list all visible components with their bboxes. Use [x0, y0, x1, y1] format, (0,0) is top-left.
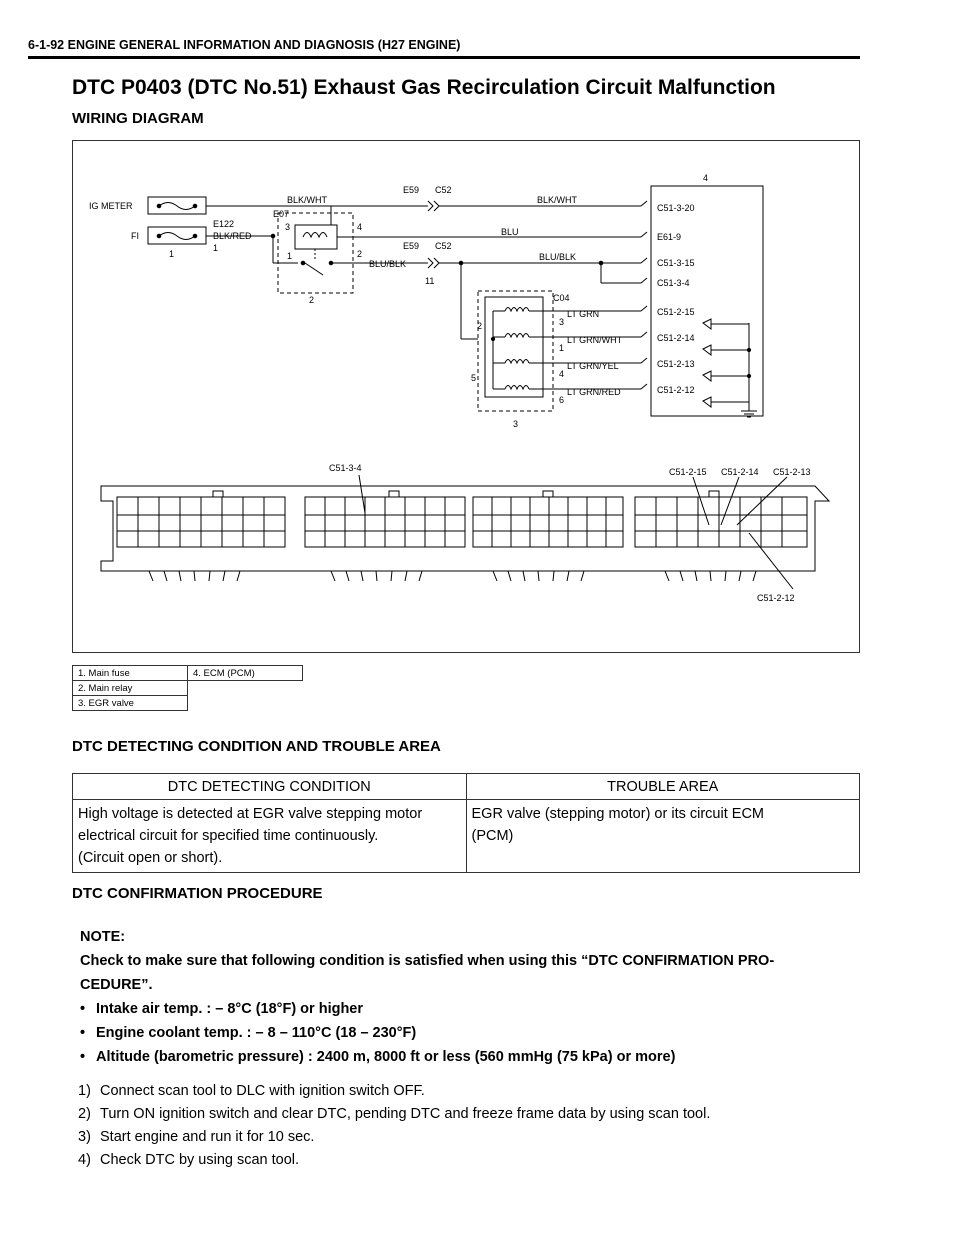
label-e122: E122 [213, 219, 235, 229]
leader-c51-2-12 [749, 533, 793, 589]
legend-cell: 1. Main fuse [73, 666, 188, 681]
connector-block-1 [117, 491, 285, 547]
trouble-line: (PCM) [471, 828, 514, 844]
wire-blk-wht-2: BLK/WHT [537, 195, 578, 205]
callout-4: 4 [703, 173, 709, 183]
wire-blu-blk-2: BLU/BLK [539, 252, 577, 262]
label-c52-mid: C52 [435, 241, 452, 251]
valve-pin-6: 6 [559, 395, 565, 405]
ecm-pin-2: C51-3-15 [657, 258, 695, 268]
callout-3: 3 [513, 419, 519, 429]
legend-row [73, 696, 303, 711]
condition-cell [73, 800, 467, 873]
step-number: 3) [78, 1129, 91, 1145]
valve-pin-5: 5 [471, 373, 477, 383]
legend-cell: 2. Main relay [73, 681, 188, 696]
connector-e59-c52-top [428, 201, 439, 211]
relay-switch-icon [305, 263, 323, 275]
ecm-pin-4: C51-2-15 [657, 307, 695, 317]
wire-lt-grn-wht: LT GRN/WHT [567, 335, 623, 345]
valve-pin-3: 3 [559, 317, 565, 327]
leader-c51-2-15 [693, 477, 709, 525]
note-line: CEDURE”. [80, 977, 153, 993]
trouble-line: EGR valve (stepping motor) or its circuit ECM [471, 806, 764, 822]
valve-pin-2: 2 [477, 321, 483, 331]
header-rule [28, 56, 860, 59]
step-number: 2) [78, 1106, 91, 1122]
label-e59-mid: E59 [403, 241, 420, 251]
label-e59-top: E59 [403, 185, 420, 195]
trouble-area-cell [466, 800, 860, 873]
pin-1b: 1 [287, 251, 293, 261]
leader-c51-2-14 [721, 477, 739, 525]
legend-cell: 4. ECM (PCM) [188, 666, 303, 681]
condition-line: (Circuit open or short). [78, 850, 223, 866]
note-bullet-text: Altitude (barometric pressure) : 2400 m, 8000 ft or less (560 mmHg (75 kPa) or more) [96, 1049, 676, 1065]
label-c52-top: C52 [435, 185, 452, 195]
conn-label-c51-2-15: C51-2-15 [669, 467, 707, 477]
bullet-icon: • [80, 1049, 86, 1065]
bullet-icon: • [80, 1001, 86, 1017]
wiring-heading: WIRING DIAGRAM [72, 110, 204, 127]
egr-coil-4-icon [505, 386, 529, 390]
step-number: 4) [78, 1152, 91, 1168]
step-text: Connect scan tool to DLC with ignition switch OFF. [100, 1083, 425, 1099]
ecm-driver-transistors [703, 319, 751, 407]
wiring-diagram-svg [73, 141, 860, 653]
wire-lt-grn: LT GRN [567, 309, 600, 319]
wiring-diagram [72, 140, 860, 653]
page-title: DTC P0403 (DTC No.51) Exhaust Gas Recirculation Circuit Malfunction [72, 76, 776, 99]
legend-cell: 3. EGR valve [73, 696, 188, 711]
condition-table-header [73, 774, 860, 800]
ecm-pin-5: C51-2-14 [657, 333, 695, 343]
label-fi: FI [131, 231, 139, 241]
list-item [78, 1080, 710, 1103]
wire-blk-wht-1: BLK/WHT [287, 195, 328, 205]
condition-line: electrical circuit for specified time continuously. [78, 828, 379, 844]
note-line: Check to make sure that following condition is satisfied when using this “DTC CONFIRMATION PRO- [80, 953, 775, 969]
condition-line: High voltage is detected at EGR valve stepping motor [78, 806, 423, 822]
step-text: Check DTC by using scan tool. [100, 1152, 300, 1168]
conn-label-c51-2-13: C51-2-13 [773, 467, 811, 477]
procedure-steps [78, 1080, 710, 1172]
bullet-icon: • [80, 1025, 86, 1041]
callout-1: 1 [169, 249, 175, 259]
column-header-condition: DTC DETECTING CONDITION [73, 774, 467, 800]
ecm-pin-7: C51-2-12 [657, 385, 695, 395]
egr-coil-1-icon [505, 308, 529, 312]
fi-fuse-element-icon [159, 233, 195, 240]
egr-coil-3-icon [505, 360, 529, 364]
pin-1a: 1 [213, 243, 219, 253]
confirmation-heading: DTC CONFIRMATION PROCEDURE [72, 885, 323, 902]
pin-4: 4 [357, 222, 363, 232]
column-header-trouble-area: TROUBLE AREA [466, 774, 860, 800]
table-row [73, 800, 860, 873]
header-text: 6-1-92 ENGINE GENERAL INFORMATION AND DIAGNOSIS (H27 ENGINE) [28, 38, 461, 52]
pin-11: 11 [425, 276, 435, 286]
leader-c51-2-13 [737, 477, 787, 525]
note-bullet [80, 1021, 858, 1045]
pin-2: 2 [357, 249, 363, 259]
callout-2: 2 [309, 295, 315, 305]
step-number: 1) [78, 1083, 91, 1099]
ecm-pin-1: E61-9 [657, 232, 682, 242]
legend-row [73, 681, 303, 696]
egr-coil-2-icon [505, 334, 529, 338]
step-text: Start engine and run it for 10 sec. [100, 1129, 315, 1145]
connector-block-3 [473, 491, 623, 547]
list-item [78, 1103, 710, 1126]
label-ig-meter: IG METER [89, 201, 133, 211]
leader-c51-3-4 [359, 475, 365, 513]
note-bullet-text: Engine coolant temp. : – 8 – 110°C (18 – 230°F) [96, 1025, 417, 1041]
connector-e59-c52-mid [428, 258, 439, 268]
valve-pin-4: 4 [559, 369, 565, 379]
conn-label-c51-3-4: C51-3-4 [329, 463, 362, 473]
conn-label-c51-2-12: C51-2-12 [757, 593, 795, 603]
wire-lt-grn-yel: LT GRN/YEL [567, 361, 619, 371]
wire-blk-red: BLK/RED [213, 231, 252, 241]
legend-cell-empty [188, 681, 303, 696]
legend-table [72, 665, 303, 711]
note-bullet [80, 1045, 858, 1069]
pin-3: 3 [285, 222, 291, 232]
condition-table [72, 773, 860, 873]
wire-blu-blk-1: BLU/BLK [369, 259, 407, 269]
conn-label-c51-2-14: C51-2-14 [721, 467, 759, 477]
ecm-box [651, 186, 763, 416]
note-bullet [80, 997, 858, 1021]
ecm-pin-6: C51-2-13 [657, 359, 695, 369]
connector-block-4 [635, 491, 807, 547]
note-label: NOTE: [80, 929, 126, 945]
note-bullet-text: Intake air temp. : – 8°C (18°F) or higher [96, 1001, 364, 1017]
ecm-connector-face [101, 475, 829, 589]
wire-blu: BLU [501, 227, 519, 237]
step-text: Turn ON ignition switch and clear DTC, pending DTC and freeze frame data by using scan tool. [100, 1106, 711, 1122]
ecm-pin-3: C51-3-4 [657, 278, 690, 288]
label-c04: C04 [553, 293, 570, 303]
list-item [78, 1126, 710, 1149]
legend-row [73, 666, 303, 681]
label-e07: E07 [273, 209, 290, 219]
legend-cell-empty [188, 696, 303, 711]
note-box [80, 925, 858, 1069]
ecm-pin-0: C51-3-20 [657, 203, 695, 213]
connector-block-2 [305, 491, 465, 547]
wire-lt-grn-red: LT GRN/RED [567, 387, 621, 397]
valve-pin-1: 1 [559, 343, 565, 353]
ig-meter-fuse-element-icon [159, 203, 195, 210]
relay-coil-icon [303, 233, 327, 238]
condition-heading: DTC DETECTING CONDITION AND TROUBLE AREA [72, 738, 441, 755]
list-item [78, 1149, 710, 1172]
